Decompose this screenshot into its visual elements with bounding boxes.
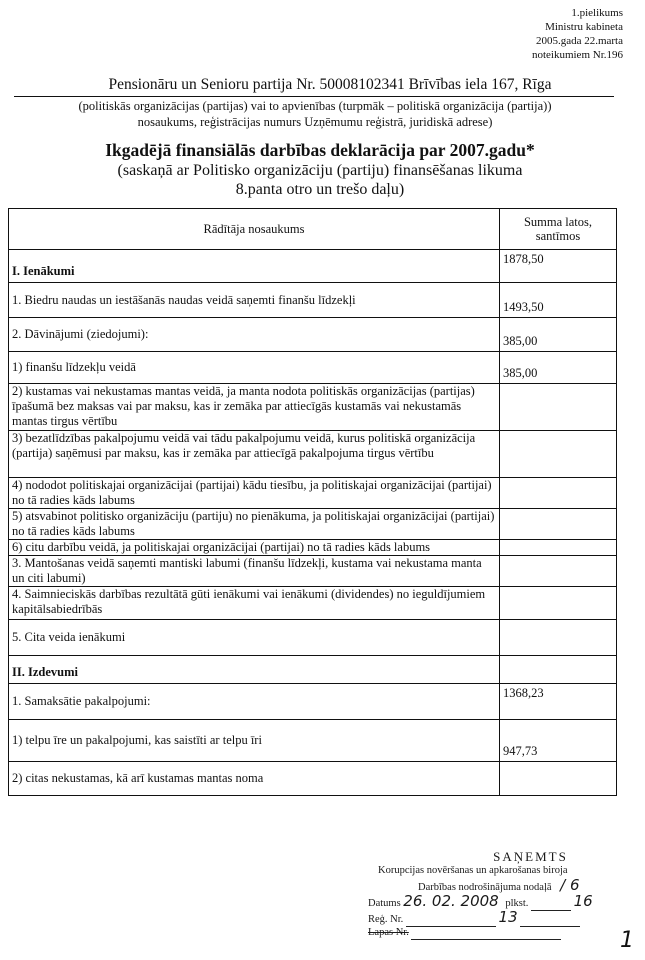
table-row <box>9 384 617 431</box>
stamp-reg-row <box>368 910 633 926</box>
annex-line-1: 1.pielikums <box>571 7 623 19</box>
table-row <box>9 762 617 796</box>
declaration-title: Ikgadējā finansiālās darbības deklarācija par 2007.gadu* <box>105 140 535 160</box>
row-label: 1. Biedru naudas un iestāšanās naudas veidā saņemti finanšu līdzekļi <box>9 283 500 318</box>
stamp-line-2: Darbības nodrošinājuma nodaļā <box>418 882 552 893</box>
row-label: 4. Saimnieciskās darbības rezultātā gūti ienākumi vai ienākumi (dividendes) no ieguldījumiem kapitālsabiedrībās <box>9 587 500 620</box>
table-row <box>9 720 617 762</box>
row-value <box>500 540 617 556</box>
row-value: 947,73 <box>500 720 617 762</box>
row-value <box>500 620 617 656</box>
party-underline <box>14 96 614 97</box>
page-number-handwritten: 1 <box>620 928 634 953</box>
row-label: 3. Mantošanas veidā saņemti mantiski labumi (finanšu līdzekļi, kustama vai nekustama manta un citi labumi) <box>9 556 500 587</box>
row-value <box>500 762 617 796</box>
declaration-subtitle-2: 8.panta otro un trešo daļu) <box>235 181 405 198</box>
row-label: 5) atsvabinot politisko organizāciju (partiju) no pienākuma, ja politiskajai organizācijai (partijai) no tā radies kāds labums <box>9 509 500 540</box>
declaration-table <box>8 208 617 796</box>
table-row <box>9 318 617 352</box>
table-row <box>9 478 617 509</box>
stamp-pages-line <box>411 929 561 940</box>
stamp-reg-value: 13 <box>498 908 518 926</box>
stamp-pages-label: Lapas Nr. <box>368 927 409 938</box>
annex-line-3: 2005.gada 22.marta <box>535 35 623 47</box>
table-row <box>9 283 617 318</box>
stamp-plkst-value: 16 <box>573 892 593 910</box>
row-value: 385,00 <box>500 318 617 352</box>
declaration-subtitle-1: (saskaņā ar Politisko organizāciju (partiju) finansēšanas likuma <box>117 162 523 179</box>
stamp-line-1: Korupcijas novēršanas un apkarošanas biroja <box>378 865 568 876</box>
stamp-title: SAŅEMTS <box>493 849 568 864</box>
row-value: 1493,50 <box>500 283 617 318</box>
table-row <box>9 540 617 556</box>
stamp-sign-mark: / 6 <box>560 876 580 894</box>
table-row <box>9 684 617 720</box>
row-value: 1878,50 <box>500 250 617 283</box>
row-value <box>500 656 617 684</box>
table-row <box>9 556 617 587</box>
table-row <box>9 656 617 684</box>
row-value <box>500 431 617 478</box>
row-label: 4) nododot politiskajai organizācijai (partijai) kādu tiesību, ja politiskajai organizācijai (partijai) no tā radies kāds labums <box>9 478 500 509</box>
stamp-reg-label: Reģ. Nr. <box>368 914 404 925</box>
annex-reference <box>532 6 623 62</box>
row-label: I. Ienākumi <box>9 250 500 283</box>
table-row <box>9 509 617 540</box>
row-value <box>500 587 617 620</box>
annex-line-4: noteikumiem Nr.196 <box>531 49 623 61</box>
stamp-plkst-label: plkst. <box>505 898 529 909</box>
header-indicator-name: Rādītāja nosaukums <box>9 209 500 250</box>
row-label: 5. Cita veida ienākumi <box>9 620 500 656</box>
received-stamp <box>368 850 633 942</box>
party-identification: Pensionāru un Senioru partija Nr. 50008102341 Brīvības iela 167, Rīga <box>108 76 552 93</box>
row-label: 1) telpu īre un pakalpojumi, kas saistīti ar telpu īri <box>9 720 500 762</box>
table-row <box>9 587 617 620</box>
stamp-date-value: 26. 02. 2008 <box>403 892 499 910</box>
row-label: 1) finanšu līdzekļu veidā <box>9 352 500 384</box>
row-label: II. Izdevumi <box>9 656 500 684</box>
header-sum-line-1: Summa latos, <box>523 215 593 229</box>
row-label: 2. Dāvinājumi (ziedojumi): <box>9 318 500 352</box>
row-label: 6) citu darbību veidā, ja politiskajai organizācijai (partijai) no tā radies kāds labums <box>9 540 500 556</box>
table-header-row <box>9 209 617 250</box>
row-label: 3) bezatlīdzības pakalpojumu veidā vai tādu pakalpojumu veidā, kurus politiskā organizācija (partija) saņēmusi par maksu, kas ir zemāka par attiecīgā pakalpojuma tirgus vērtību <box>9 431 500 478</box>
row-label: 2) citas nekustamas, kā arī kustamas mantas noma <box>9 762 500 796</box>
stamp-date-label: Datums <box>368 898 401 909</box>
table-row <box>9 250 617 283</box>
party-field-caption <box>20 98 610 130</box>
stamp-pages-row <box>368 926 633 942</box>
party-caption-line-1: (politiskās organizācijas (partijas) vai to apvienības (turpmāk – politiskā organizācija (partija)) <box>78 99 552 113</box>
row-label: 1. Samaksātie pakalpojumi: <box>9 684 500 720</box>
header-sum-line-2: santīmos <box>535 229 581 243</box>
header-sum <box>500 209 617 250</box>
table-row <box>9 352 617 384</box>
annex-line-2: Ministru kabineta <box>545 21 623 33</box>
row-value <box>500 478 617 509</box>
table-row <box>9 431 617 478</box>
row-value: 385,00 <box>500 352 617 384</box>
row-label: 2) kustamas vai nekustamas mantas veidā, ja manta nodota politiskās organizācijas (partijas) īpašumā bez maksas vai par maksu, kas ir zemāka par attiecīgās kustamās vai nekustamās mantas tirgus vērtību <box>9 384 500 431</box>
row-value <box>500 384 617 431</box>
party-caption-line-2: nosaukums, reģistrācijas numurs Uzņēmumu reģistrā, juridiskā adrese) <box>137 115 493 129</box>
row-value <box>500 556 617 587</box>
row-value <box>500 509 617 540</box>
table-row <box>9 620 617 656</box>
row-value: 1368,23 <box>500 684 617 720</box>
declaration-title-block <box>20 140 620 199</box>
